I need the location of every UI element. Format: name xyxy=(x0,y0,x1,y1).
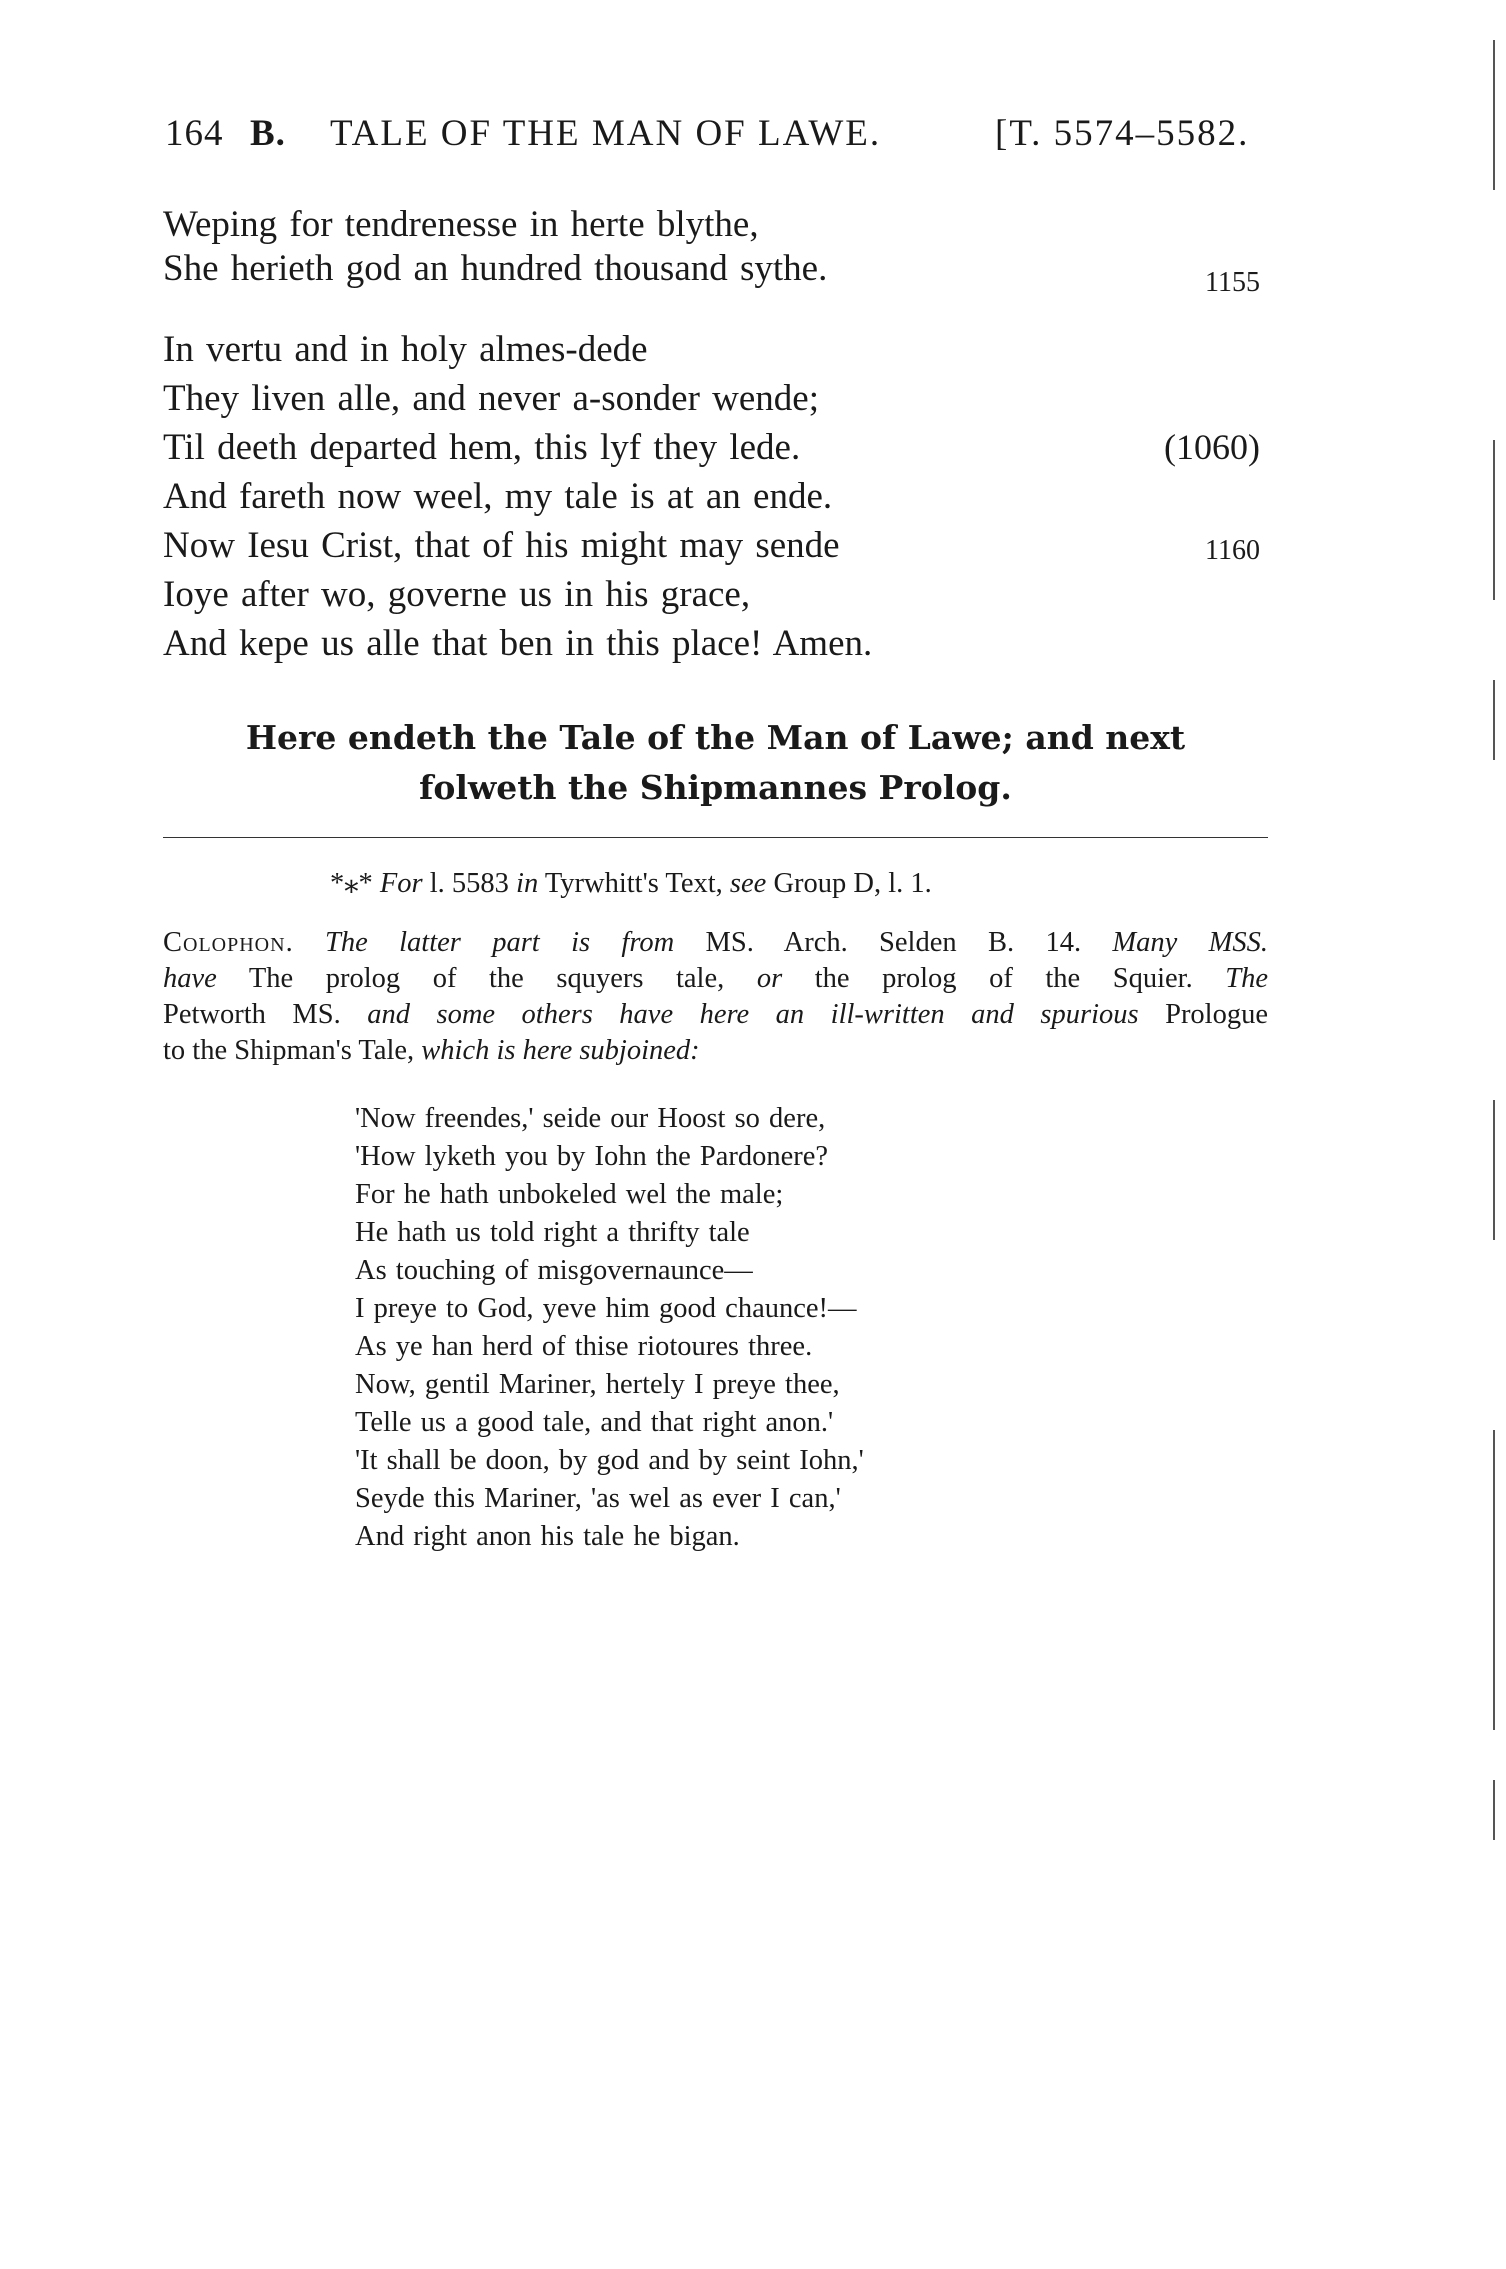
colophon-italic: The xyxy=(1225,963,1269,994)
verse-line: Ioye after wo, governe us in his grace, xyxy=(163,574,751,615)
line-range: [T. 5574–5582. xyxy=(995,113,1250,154)
prologue-line: 'How lyketh you by Iohn the Pardonere? xyxy=(355,1141,829,1172)
footnote-see: see xyxy=(729,868,767,899)
rubric-line-1: Here endeth the Tale of the Man of Lawe; and next xyxy=(245,718,1186,757)
verse-line: She herieth god an hundred thousand sythe. xyxy=(163,248,828,289)
prologue-line: Now, gentil Mariner, hertely I preye thee, xyxy=(355,1369,840,1400)
colophon-line xyxy=(163,925,1268,961)
verse-line: They liven alle, and never a-sonder wende; xyxy=(163,378,819,419)
colophon-line xyxy=(163,961,1268,997)
colophon-text: the prolog of the Squier. xyxy=(814,963,1193,994)
rubric-line-2: folweth the Shipmannes Prolog. xyxy=(419,768,1012,807)
colophon-ms: MS. Arch. Selden B. 14. xyxy=(705,927,1082,958)
verse-line: In vertu and in holy almes-dede xyxy=(163,329,648,370)
colophon-line xyxy=(163,1033,1268,1069)
rubric-heading xyxy=(163,713,1268,813)
prologue-line: And right anon his tale he bigan. xyxy=(355,1521,740,1552)
line-number: (1060) xyxy=(1164,427,1260,467)
colophon-italic: The latter part is from xyxy=(325,927,675,958)
colophon-italic: have xyxy=(163,963,217,994)
colophon-italic: or xyxy=(756,963,783,994)
colophon-label: Colophon. xyxy=(163,927,294,958)
prologue-line: For he hath unbokeled wel the male; xyxy=(355,1179,784,1210)
colophon-text: Prologue xyxy=(1165,999,1269,1030)
footnote-line-ref: l. 5583 xyxy=(429,868,509,899)
prologue-line: 'Now freendes,' seide our Hoost so dere, xyxy=(355,1103,826,1134)
verse-line: Til deeth departed hem, this lyf they lede. xyxy=(163,427,801,468)
scan-edge-mark xyxy=(1493,1780,1495,1840)
scan-edge-mark xyxy=(1493,680,1495,760)
line-number: 1155 xyxy=(1205,267,1260,298)
divider-rule xyxy=(163,837,1268,838)
line-number: 1160 xyxy=(1205,535,1260,566)
scan-edge-mark xyxy=(1493,40,1495,190)
scan-edge-mark xyxy=(1493,440,1495,600)
verse-line: Weping for tendrenesse in herte blythe, xyxy=(163,204,759,245)
prologue-line: Seyde this Mariner, 'as wel as ever I can,' xyxy=(355,1483,841,1514)
colophon-italic: which is here subjoined: xyxy=(421,1035,700,1066)
verse-line: Now Iesu Crist, that of his might may sende xyxy=(163,525,840,566)
group-label: B. xyxy=(250,113,286,154)
prologue-line: He hath us told right a thrifty tale xyxy=(355,1217,750,1248)
prologue-line: 'It shall be doon, by god and by seint Iohn,' xyxy=(355,1445,864,1476)
colophon-text: to the Shipman's Tale, xyxy=(163,1035,415,1066)
prologue-line: As ye han herd of thise riotoures three. xyxy=(355,1331,813,1362)
running-title: TALE OF THE MAN OF LAWE. xyxy=(330,113,882,154)
footnote-for: For xyxy=(379,868,423,899)
prologue-line: As touching of misgovernaunce— xyxy=(355,1255,753,1286)
footnote-reference xyxy=(330,866,932,902)
colophon-note xyxy=(163,925,1268,1069)
footnote-in: in xyxy=(516,868,539,899)
page-number: 164 xyxy=(165,113,224,154)
footnote-target: Group D, l. 1. xyxy=(773,868,932,899)
running-header xyxy=(165,112,1270,172)
colophon-text: Petworth MS. xyxy=(163,999,341,1030)
scan-edge-mark xyxy=(1493,1430,1495,1730)
colophon-italic: and some others have here an ill-written and spurious xyxy=(367,999,1139,1030)
scan-edge-mark xyxy=(1493,1100,1495,1240)
prologue-line: Telle us a good tale, and that right anon.' xyxy=(355,1407,834,1438)
colophon-italic: Many MSS. xyxy=(1112,927,1269,958)
footnote-text-name: Tyrwhitt's Text, xyxy=(544,868,723,899)
colophon-line xyxy=(163,997,1268,1033)
verse-line: And fareth now weel, my tale is at an ende. xyxy=(163,476,833,517)
asterism: *⁎* xyxy=(330,868,373,899)
colophon-text: The prolog of the squyers tale, xyxy=(248,963,725,994)
prologue-line: I preye to God, yeve him good chaunce!— xyxy=(355,1293,857,1324)
verse-line: And kepe us alle that ben in this place! Amen. xyxy=(163,623,873,664)
